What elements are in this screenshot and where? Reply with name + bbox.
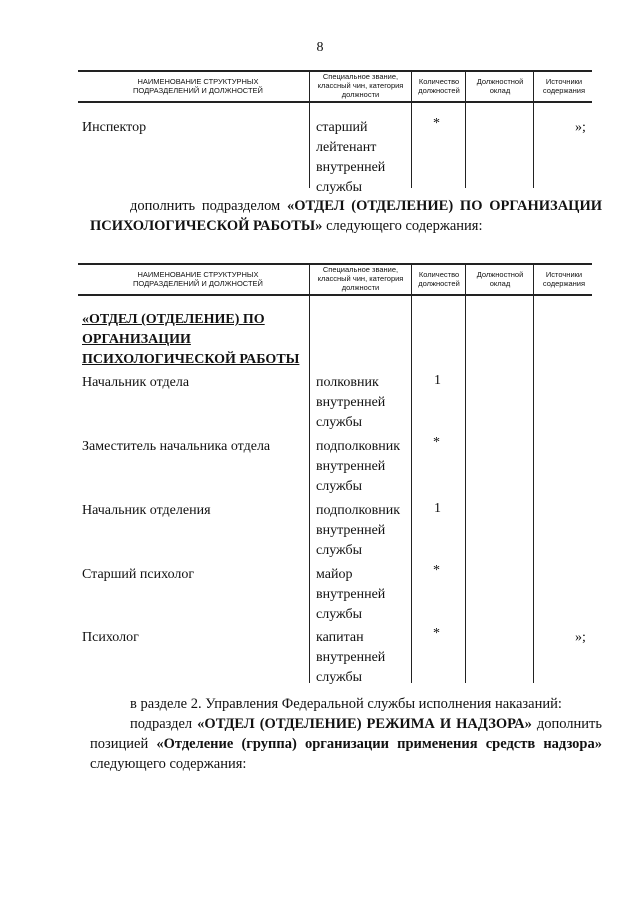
table-row-name: Начальник отделения	[82, 503, 211, 518]
column-divider	[309, 70, 310, 188]
table-row-name: Психолог	[82, 630, 139, 645]
table-row-count: 1	[434, 501, 441, 516]
column-divider	[309, 263, 310, 683]
table-row-count: *	[433, 563, 440, 578]
table-header-rule	[78, 101, 592, 103]
paragraph-bold-subsection: «ОТДЕЛ (ОТДЕЛЕНИЕ) РЕЖИМА И НАДЗОРА»	[197, 716, 532, 732]
table-row-rank: майор внутренней службы	[316, 567, 386, 622]
table-row-name: Старший психолог	[82, 567, 195, 582]
column-divider	[411, 263, 412, 683]
paragraph-lead: подраздел	[130, 716, 193, 732]
table-row-rank: подполковник внутренней службы	[316, 503, 400, 558]
table-row-count: *	[433, 116, 440, 131]
column-divider	[465, 70, 466, 188]
header-rank-column: Специальное звание, классный чин, категория должности	[317, 265, 404, 292]
header-source-column: Источники содержания	[542, 77, 586, 95]
column-divider	[533, 70, 534, 188]
table-row-name: Инспектор	[82, 120, 147, 135]
table-row-rank: полковник внутренней службы	[316, 375, 386, 430]
table-header-rule	[78, 294, 592, 296]
paragraph-mid: дополнить позицией	[90, 716, 603, 752]
header-count-column: Количество должностей	[418, 270, 460, 288]
header-count-column: Количество должностей	[418, 77, 460, 95]
table-1	[78, 70, 592, 195]
paragraph-bold-position: «Отделение (группа) организации применения средств надзора»	[156, 736, 602, 752]
column-divider	[533, 263, 534, 683]
header-name-column: НАИМЕНОВАНИЕ СТРУКТУРНЫХ ПОДРАЗДЕЛЕНИЙ И ДОЛЖНОСТЕЙ	[133, 77, 263, 95]
header-source-column: Источники содержания	[542, 270, 586, 288]
paragraph-section-2: в разделе 2. Управления Федеральной службы исполнения наказаний:	[130, 696, 562, 712]
table-row-count: 1	[434, 373, 441, 388]
paragraph-bold-title: «ОТДЕЛ (ОТДЕЛЕНИЕ) ПО ОРГАНИЗАЦИИ ПСИХОЛОГИЧЕСКОЙ РАБОТЫ»	[90, 198, 602, 234]
paragraph-add-position	[90, 714, 602, 774]
table-row-rank: подполковник внутренней службы	[316, 439, 400, 494]
table-row-name: Начальник отдела	[82, 375, 190, 390]
table-row-name: Заместитель начальника отдела	[82, 439, 271, 454]
section-title: «ОТДЕЛ (ОТДЕЛЕНИЕ) ПО ОРГАНИЗАЦИИ ПСИХОЛОГИЧЕСКОЙ РАБОТЫ	[82, 312, 300, 367]
table-row-rank: капитан внутренней службы	[316, 630, 386, 685]
paragraph-add-subsection-full	[90, 196, 602, 236]
table-row-rank: старший лейтенант внутренней службы	[316, 120, 386, 195]
table-row-source: »;	[575, 120, 586, 135]
paragraph-lead-visible: дополнить подразделом	[130, 198, 281, 214]
header-salary-column: Должностной оклад	[476, 270, 524, 288]
table-row-source: »;	[575, 630, 586, 645]
paragraph-tail: следующего содержания:	[90, 756, 247, 772]
header-name-column: НАИМЕНОВАНИЕ СТРУКТУРНЫХ ПОДРАЗДЕЛЕНИЙ И ДОЛЖНОСТЕЙ	[133, 270, 263, 288]
column-divider	[465, 263, 466, 683]
table-row-count: *	[433, 626, 440, 641]
table-row-count: *	[433, 435, 440, 450]
page-number: 8	[316, 40, 324, 55]
table-2	[78, 263, 592, 683]
header-salary-column: Должностной оклад	[476, 77, 524, 95]
paragraph-tail: следующего содержания:	[326, 218, 483, 234]
header-rank-column: Специальное звание, классный чин, категория должности	[317, 72, 404, 99]
column-divider	[411, 70, 412, 188]
